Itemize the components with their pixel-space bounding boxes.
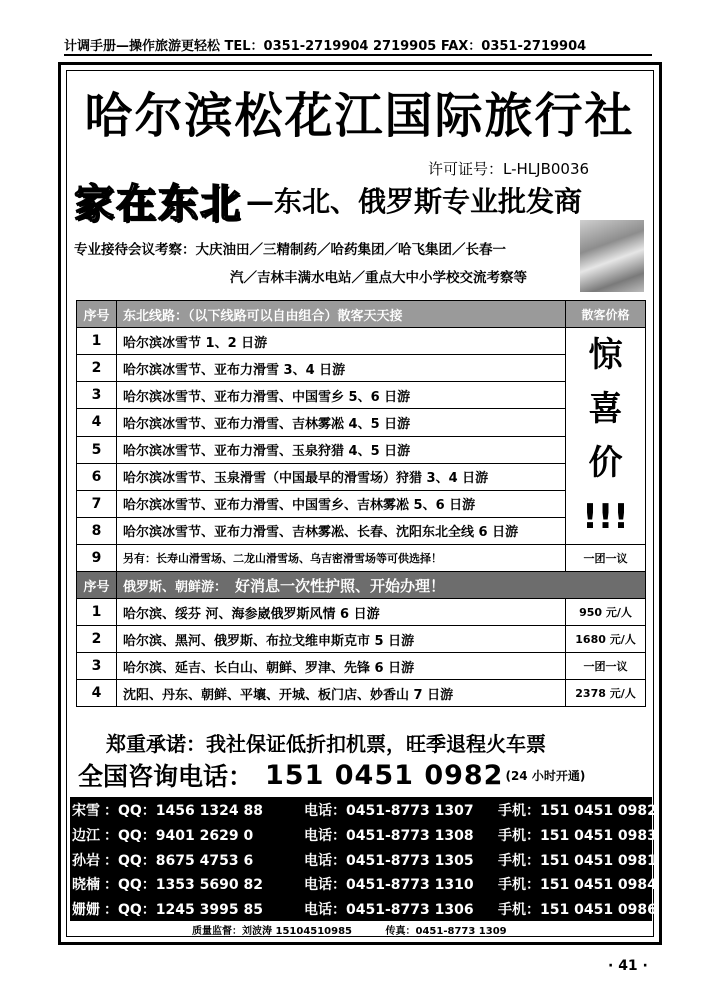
header-route-label: 俄罗斯、朝鲜游： bbox=[123, 579, 228, 595]
contact-tel: 电话：0451-8773 1308 bbox=[304, 827, 474, 844]
contact-mobile: 手机：151 0451 0986 bbox=[498, 902, 657, 919]
table-row bbox=[77, 328, 646, 355]
table-row bbox=[77, 517, 646, 544]
contact-name: 孙岩 bbox=[72, 852, 100, 869]
row-route: 哈尔滨冰雪节、亚布力滑雪 3、4 日游 bbox=[117, 355, 566, 382]
routes-table bbox=[76, 300, 646, 707]
row-price: 2378 元/人 bbox=[566, 680, 646, 707]
contact-name: 姗姗 bbox=[72, 902, 100, 919]
row-price: 一团一议 bbox=[566, 653, 646, 680]
row-no: 5 bbox=[77, 436, 117, 463]
table-row bbox=[77, 463, 646, 490]
contact-qq: ：QQ：1245 3995 85 bbox=[104, 902, 263, 919]
page-number: · 41 · bbox=[608, 958, 648, 974]
row-price: 一团一议 bbox=[566, 545, 646, 572]
header-text: 计调手册—操作旅游更轻松 TEL：0351-2719904 2719905 FAX：0351-2719904 bbox=[64, 39, 587, 54]
intro-line-2: 汽／吉林丰满水电站／重点大中小学校交流考察等 bbox=[230, 270, 527, 286]
row-price: 950 元/人 bbox=[566, 599, 646, 626]
table-row bbox=[77, 545, 646, 572]
row-no: 6 bbox=[77, 463, 117, 490]
contact-tel: 电话：0451-8773 1306 bbox=[304, 902, 474, 919]
header-highlight: 好消息一次性护照、开始办理！ bbox=[235, 576, 446, 595]
contact-mobile: 手机：151 0451 0984 bbox=[498, 877, 657, 894]
surprise-char: 惊 bbox=[588, 335, 623, 375]
table-row bbox=[77, 626, 646, 653]
table-row bbox=[77, 680, 646, 707]
contact-row bbox=[70, 797, 657, 822]
row-route: 哈尔滨冰雪节、玉泉滑雪（中国最早的滑雪场）狩猎 3、4 日游 bbox=[117, 463, 566, 490]
row-no: 2 bbox=[77, 626, 117, 653]
contact-qq: ：QQ：9401 2629 0 bbox=[104, 827, 254, 844]
row-route: 哈尔滨冰雪节、亚布力滑雪、吉林雾凇、长春、沈阳东北全线 6 日游 bbox=[117, 517, 566, 544]
hotline-hours: (24 小时开通) bbox=[505, 768, 586, 783]
table-row bbox=[77, 409, 646, 436]
row-no: 4 bbox=[77, 409, 117, 436]
contact-row bbox=[70, 871, 657, 896]
contact-tel: 电话：0451-8773 1305 bbox=[304, 852, 474, 869]
intro-line-1: 专业接待会议考察：大庆油田／三精制药／哈药集团／哈飞集团／长春一 bbox=[74, 242, 506, 258]
table-header-russia bbox=[77, 572, 646, 599]
table-row bbox=[77, 599, 646, 626]
quality-supervisor: 质量监督：刘波涛 15104510985 bbox=[192, 926, 353, 937]
row-route: 哈尔滨、延吉、长白山、朝鲜、罗津、先锋 6 日游 bbox=[117, 653, 566, 680]
surprise-price bbox=[566, 328, 646, 545]
promise-text: 郑重承诺：我社保证低折扣机票，旺季退程火车票 bbox=[106, 732, 546, 756]
contact-mobile: 手机：151 0451 0982 bbox=[498, 803, 657, 819]
row-route: 哈尔滨冰雪节、亚布力滑雪、吉林雾凇 4、5 日游 bbox=[117, 409, 566, 436]
surprise-char: !!! bbox=[582, 497, 629, 537]
table-row bbox=[77, 355, 646, 382]
surprise-char: 价 bbox=[588, 443, 623, 483]
contact-name: 边江 bbox=[72, 827, 100, 844]
slogan-main: 家在东北 bbox=[74, 180, 242, 227]
contact-tel: 电话：0451-8773 1310 bbox=[304, 877, 474, 894]
contact-row bbox=[70, 896, 657, 921]
agency-name: 哈尔滨松花江国际旅行社 bbox=[84, 88, 635, 144]
table-row bbox=[77, 653, 646, 680]
row-route: 另有：长寿山滑雪场、二龙山滑雪场、乌吉密滑雪场等可供选择！ bbox=[117, 545, 566, 572]
table-row bbox=[77, 436, 646, 463]
table-row bbox=[77, 490, 646, 517]
contact-mobile: 手机：151 0451 0983 bbox=[498, 827, 657, 844]
snow-photo bbox=[580, 220, 644, 292]
header-price: 散客价格 bbox=[566, 301, 646, 328]
footer-line bbox=[192, 922, 537, 937]
row-no: 1 bbox=[77, 599, 117, 626]
header-route bbox=[117, 572, 646, 599]
row-route: 哈尔滨冰雪节、亚布力滑雪、玉泉狩猎 4、5 日游 bbox=[117, 436, 566, 463]
page-header bbox=[64, 32, 652, 56]
header-no: 序号 bbox=[77, 572, 117, 599]
row-no: 7 bbox=[77, 490, 117, 517]
footer-fax: 传真：0451-8773 1309 bbox=[385, 926, 507, 937]
row-route: 哈尔滨、黑河、俄罗斯、布拉戈维申斯克市 5 日游 bbox=[117, 626, 566, 653]
row-route: 哈尔滨冰雪节、亚布力滑雪、中国雪乡、吉林雾凇 5、6 日游 bbox=[117, 490, 566, 517]
surprise-char: 喜 bbox=[588, 389, 623, 429]
table-row bbox=[77, 382, 646, 409]
row-no: 3 bbox=[77, 653, 117, 680]
contact-mobile: 手机：151 0451 0981 bbox=[498, 852, 657, 869]
table-header-northeast bbox=[77, 301, 646, 328]
license-number: 许可证号：L-HLJB0036 bbox=[428, 160, 590, 178]
slogan-sub: —东北、俄罗斯专业批发商 bbox=[246, 185, 583, 218]
hotline bbox=[78, 758, 585, 792]
contact-name: 晓楠 bbox=[72, 877, 100, 894]
row-route: 沈阳、丹东、朝鲜、平壤、开城、板门店、妙香山 7 日游 bbox=[117, 680, 566, 707]
contact-name: 宋雪 bbox=[72, 803, 100, 819]
header-route: 东北线路：（以下线路可以自由组合）散客天天接 bbox=[117, 301, 566, 328]
slogan bbox=[74, 172, 582, 228]
row-no: 4 bbox=[77, 680, 117, 707]
row-no: 9 bbox=[77, 545, 117, 572]
row-no: 2 bbox=[77, 355, 117, 382]
contacts-panel bbox=[70, 797, 657, 921]
row-no: 3 bbox=[77, 382, 117, 409]
header-no: 序号 bbox=[77, 301, 117, 328]
hotline-number: 151 0451 0982 bbox=[265, 759, 504, 791]
contact-qq: ：QQ：8675 4753 6 bbox=[104, 852, 254, 869]
row-route: 哈尔滨冰雪节、亚布力滑雪、中国雪乡 5、6 日游 bbox=[117, 382, 566, 409]
row-route: 哈尔滨、绥芬 河、海参崴俄罗斯风情 6 日游 bbox=[117, 599, 566, 626]
row-price: 1680 元/人 bbox=[566, 626, 646, 653]
contact-qq: ：QQ：1353 5690 82 bbox=[104, 877, 263, 894]
row-no: 8 bbox=[77, 517, 117, 544]
hotline-label: 全国咨询电话： bbox=[78, 762, 254, 791]
contact-row bbox=[70, 847, 657, 872]
contact-row bbox=[70, 822, 657, 847]
contact-tel: 电话：0451-8773 1307 bbox=[304, 803, 474, 819]
row-no: 1 bbox=[77, 328, 117, 355]
contact-qq: ：QQ：1456 1324 88 bbox=[104, 803, 263, 819]
row-route: 哈尔滨冰雪节 1、2 日游 bbox=[117, 328, 566, 355]
